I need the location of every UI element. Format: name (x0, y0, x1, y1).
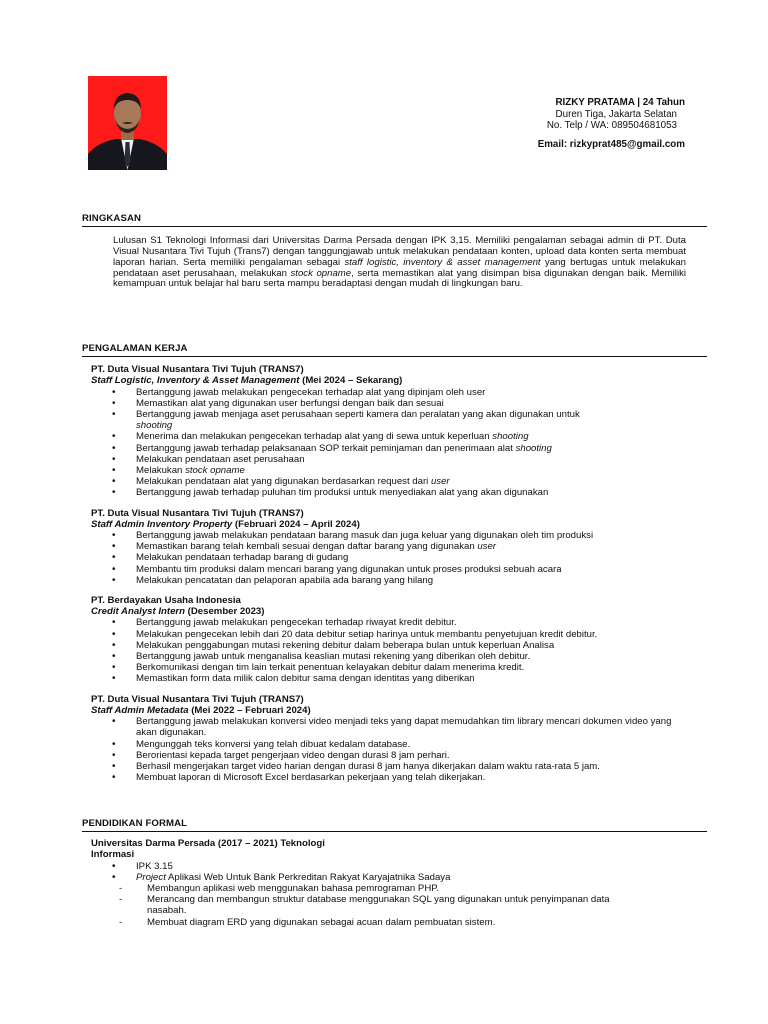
list-item: • Berkomunikasi dengan tim lain terkait penentuan kelayakan debitur dalam menerima kredit. (124, 662, 684, 673)
experience-title: PENGALAMAN KERJA (82, 343, 707, 357)
list-item: • Memastikan form data milik calon debitur sama dengan identitas yang diberikan (124, 673, 684, 684)
job-role: Credit Analyst Intern (Desember 2023) (91, 606, 265, 618)
job-entry (91, 508, 707, 586)
list-item: • Bertanggung jawab melakukan pendataan barang masuk dan juga keluar yang digunakan oleh tim produksi (124, 530, 684, 541)
list-item: - Membangun aplikasi web menggunakan bahasa pemrograman PHP. (139, 883, 619, 894)
education-section (82, 818, 707, 928)
job-entry (91, 364, 707, 498)
list-item: • Project Aplikasi Web Untuk Bank Perkreditan Rakyat Karyajatnika Sadaya (124, 872, 684, 883)
company-name: PT. Duta Visual Nusantara Tivi Tujuh (TRANS7) (91, 364, 304, 376)
contact-block (538, 97, 685, 150)
list-item: • Berorientasi kepada target pengerjaan video dengan durasi 8 jam perhari. (124, 750, 684, 761)
summary-title: RINGKASAN (82, 213, 707, 227)
job-bullets (124, 387, 684, 499)
school-major: Informasi (91, 849, 135, 861)
list-item: • Membantu tim produksi dalam mencari barang yang digunakan untuk proses produksi sebuah acara (124, 564, 684, 575)
list-item: • Menerima dan melakukan pengecekan terhadap alat yang di sewa untuk keperluan shooting (124, 431, 684, 442)
summary-section (82, 213, 707, 290)
job-role: Staff Admin Inventory Property (Februari 2024 – April 2024) (91, 518, 360, 530)
project-items (139, 883, 619, 928)
list-item: • Melakukan stock opname (124, 465, 684, 476)
list-item: • Memastikan barang telah kembali sesuai dengan daftar barang yang digunakan user (124, 541, 684, 552)
list-item: • Bertanggung jawab terhadap pelaksanaan SOP terkait peminjaman dan penerimaan alat shooting (124, 443, 684, 454)
company-name: PT. Duta Visual Nusantara Tivi Tujuh (TRANS7) (91, 693, 304, 705)
list-item: • Memastikan alat yang digunakan user berfungsi dengan baik dan sesuai (124, 398, 684, 409)
list-item: • Melakukan penggabungan mutasi rekening debitur dalam beberapa bulan untuk keperluan Analisa (124, 640, 684, 651)
list-item: • Melakukan pendataan alat yang digunakan berdasarkan request dari user (124, 476, 684, 487)
profile-photo (88, 76, 167, 170)
summary-text: Lulusan S1 Teknologi Informasi dari Universitas Darma Persada dengan IPK 3,15. Memiliki pengalaman sebagai admin di PT. Duta Visual Nusantara Tivi Tujuh (Trans7) dengan tanggungjawab untuk melakukan pendataan konten, upload data konten serta membuat laporan harian. Serta memiliki pengalaman sebagai staff logistic, inventory & asset management yang bertugas untuk melakukan pendataan aset perusahaan, melakukan stock opname, serta memastikan alat yang disimpan bisa digunakan dengan baik. Memiliki kemampuan untuk belajar hal baru serta mampu beradaptasi dengan mudah di lingkungan baru. (113, 235, 686, 290)
address: Duren Tiga, Jakarta Selatan (555, 108, 677, 120)
experience-section (82, 343, 707, 783)
phone: No. Telp / WA: 089504681053 (546, 120, 677, 131)
list-item: - Membuat diagram ERD yang digunakan sebagai acuan dalam pembuatan sistem. (139, 917, 619, 928)
email: Email: rizkyprat485@gmail.com (537, 138, 685, 150)
job-bullets (124, 530, 684, 586)
company-name: PT. Berdayakan Usaha Indonesia (91, 595, 241, 607)
list-item: • Bertanggung jawab menjaga aset perusahaan seperti kamera dan peralatan yang akan digunakan untuk shooting (124, 409, 684, 431)
job-bullets (124, 617, 684, 684)
job-bullets (124, 716, 684, 783)
list-item: • Bertanggung jawab melakukan pengecekan terhadap riwayat kredit debitur. (124, 617, 684, 628)
list-item: • Bertanggung jawab melakukan pengecekan terhadap alat yang dipinjam oleh user (124, 387, 684, 398)
list-item: • Membuat laporan di Microsoft Excel berdasarkan pekerjaan yang telah dikerjakan. (124, 772, 684, 783)
school-name: Universitas Darma Persada (2017 – 2021) Teknologi (91, 838, 325, 850)
company-name: PT. Duta Visual Nusantara Tivi Tujuh (TRANS7) (91, 507, 304, 519)
job-entry (91, 694, 707, 784)
list-item: • Melakukan pengecekan lebih dari 20 data debitur setiap harinya untuk membantu penyetujuan kredit debitur. (124, 629, 684, 640)
list-item: • Bertanggung jawab untuk menganalisa keaslian mutasi rekening yang diberikan oleh debitur. (124, 651, 684, 662)
education-bullets (124, 861, 684, 883)
job-entry (91, 595, 707, 685)
list-item: • IPK 3.15 (124, 861, 684, 872)
education-title: PENDIDIKAN FORMAL (82, 818, 707, 832)
list-item: • Bertanggung jawab terhadap puluhan tim produksi untuk menyediakan alat yang akan digunakan (124, 487, 684, 498)
person-portrait-icon (88, 76, 167, 170)
list-item: • Melakukan pendataan aset perusahaan (124, 454, 684, 465)
education-entry (91, 838, 707, 928)
list-item: • Berhasil mengerjakan target video harian dengan durasi 8 jam hanya dikerjakan dalam waktu rata-rata 5 jam. (124, 761, 684, 772)
list-item: • Melakukan pencatatan dan pelaporan apabila ada barang yang hilang (124, 575, 684, 586)
list-item: • Melakukan pendataan terhadap barang di gudang (124, 552, 684, 563)
list-item: • Mengunggah teks konversi yang telah dibuat kedalam database. (124, 739, 684, 750)
job-role: Staff Admin Metadata (Mei 2022 – Februari 2024) (91, 704, 311, 716)
name-age: RIZKY PRATAMA | 24 Tahun (555, 97, 685, 108)
job-role: Staff Logistic, Inventory & Asset Management (Mei 2024 – Sekarang) (91, 375, 403, 387)
list-item: - Merancang dan membangun struktur database menggunakan SQL yang digunakan untuk penyimpanan data nasabah. (139, 894, 619, 916)
list-item: • Bertanggung jawab melakukan konversi video menjadi teks yang dapat memudahkan tim library mencari dokumen video yang akan digunakan. (124, 716, 684, 738)
